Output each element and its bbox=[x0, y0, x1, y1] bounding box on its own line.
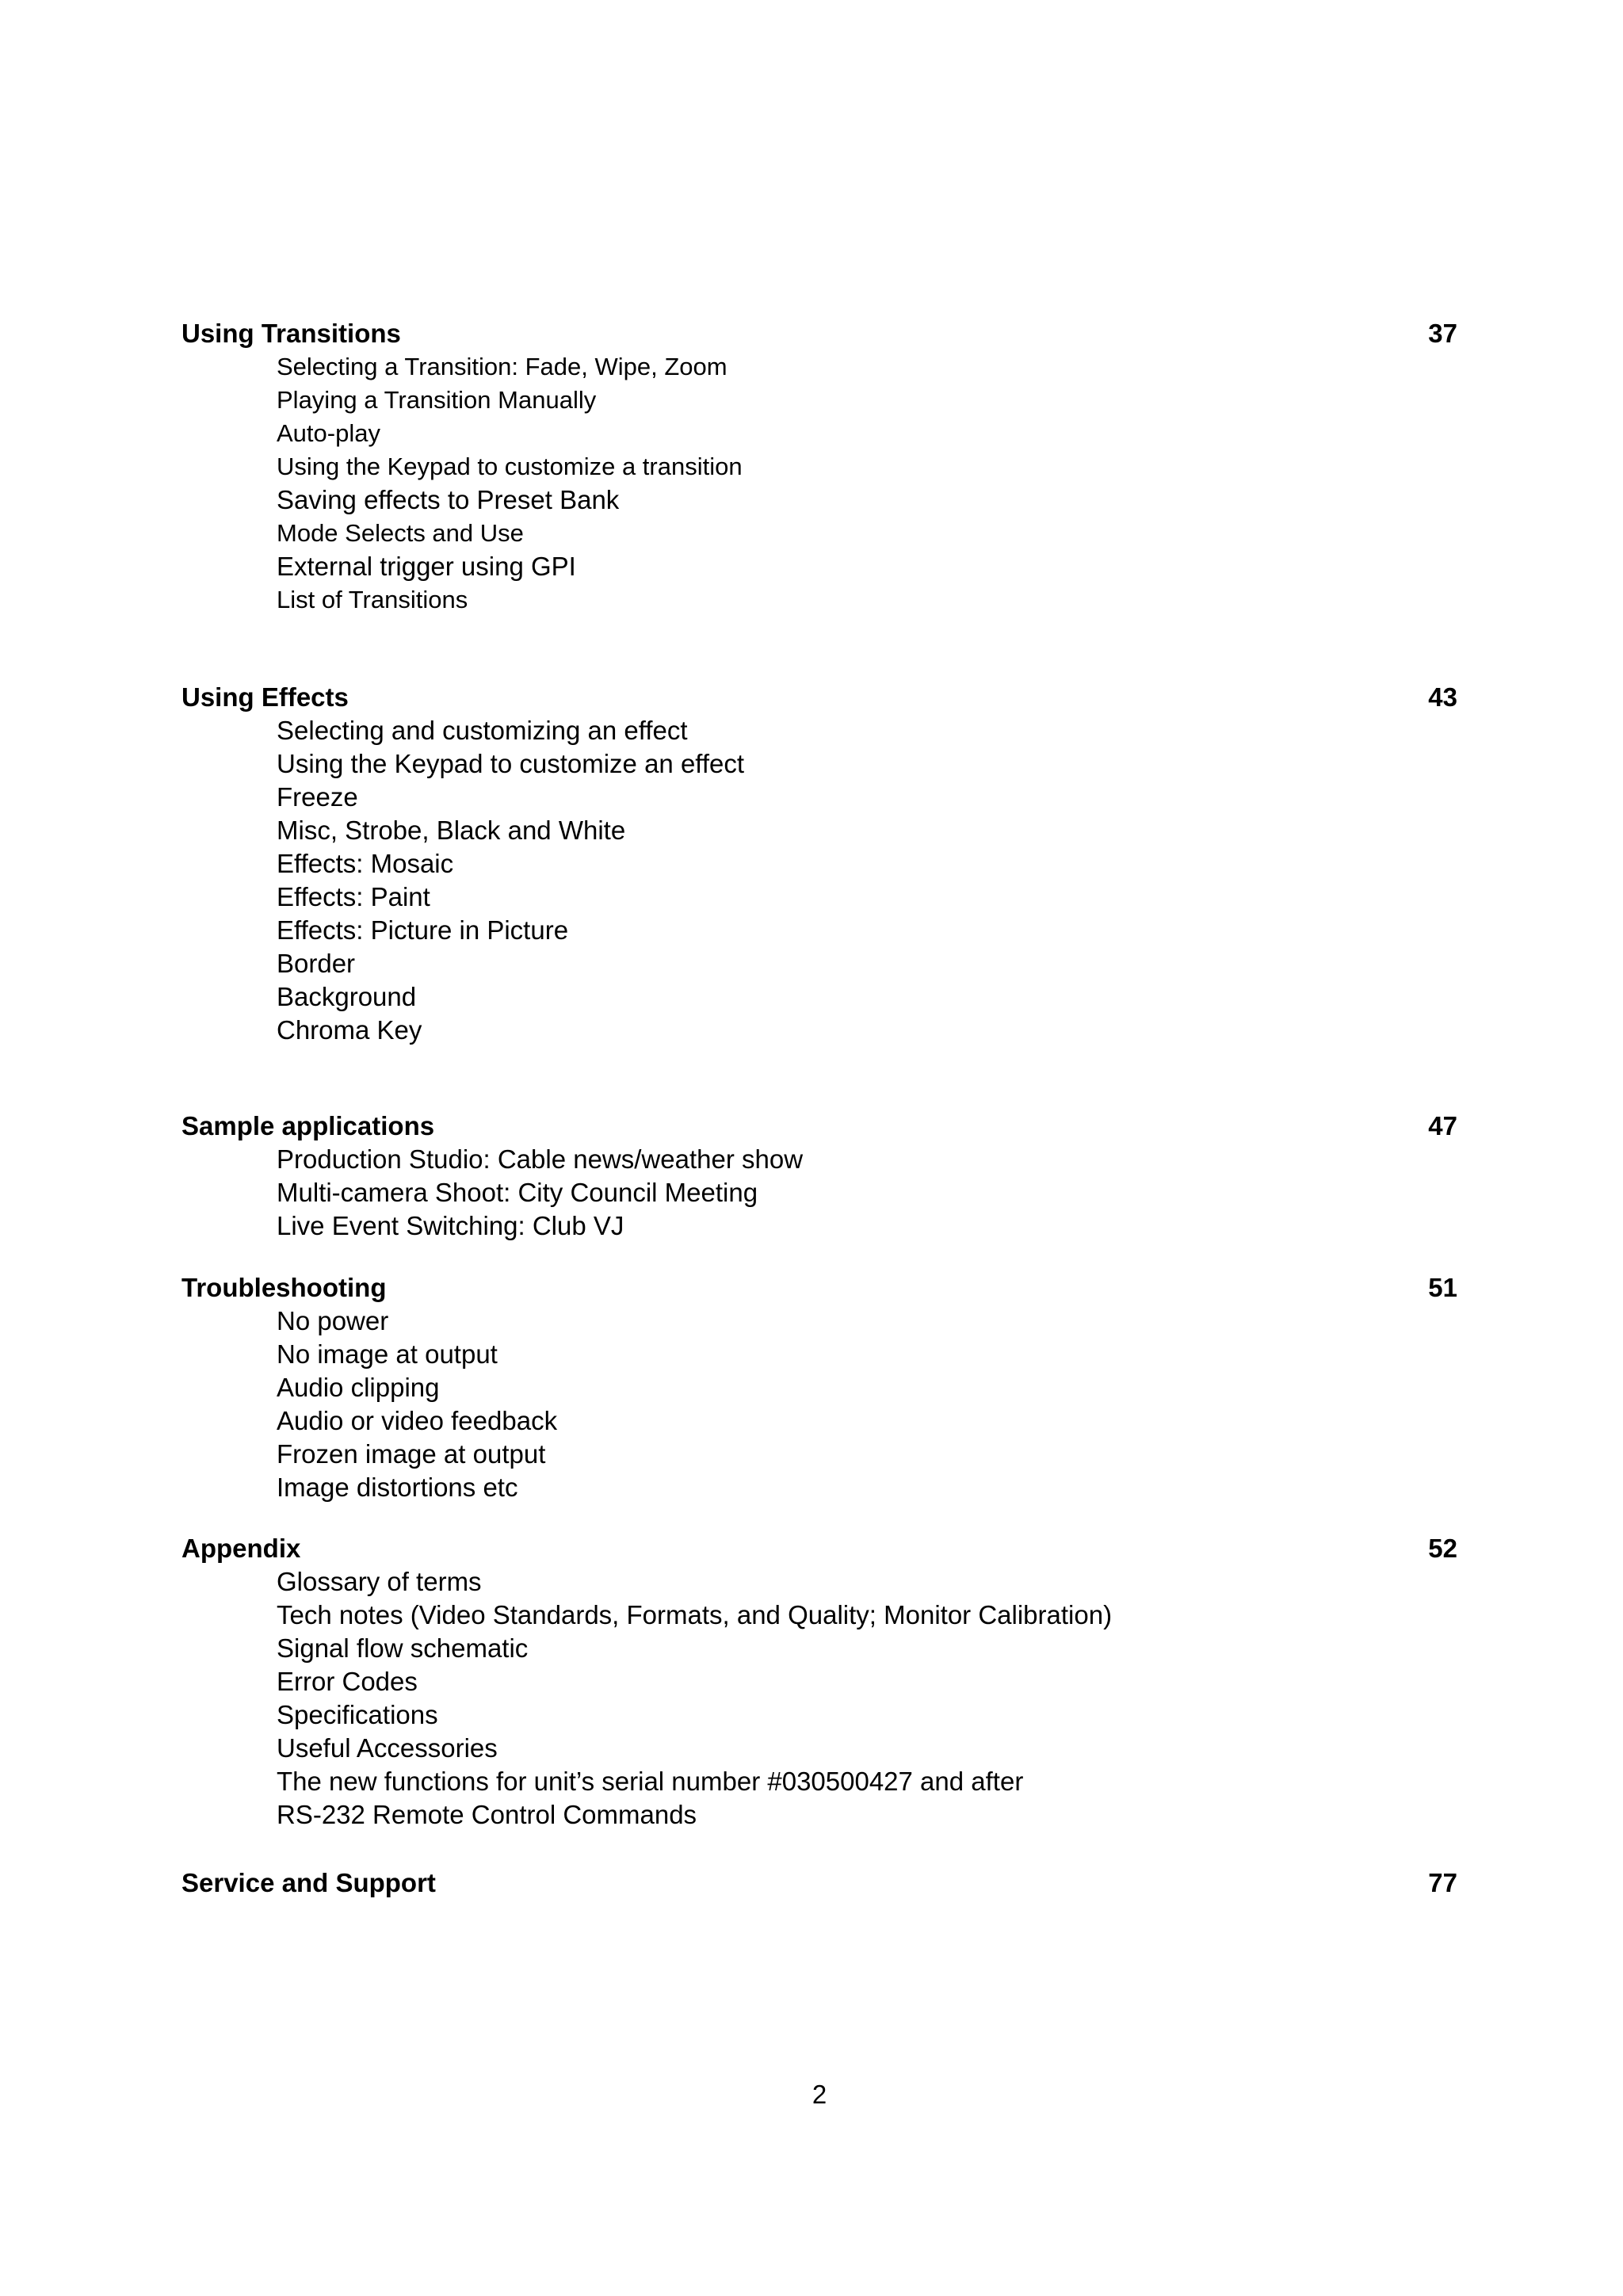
toc-entry: Effects: Picture in Picture bbox=[277, 915, 569, 945]
section-title: Using Transitions bbox=[181, 319, 401, 348]
toc-entry: Mode Selects and Use bbox=[277, 519, 524, 547]
section-title: Using Effects bbox=[181, 682, 349, 712]
toc-entry: Frozen image at output bbox=[277, 1439, 546, 1469]
toc-entry: Using the Keypad to customize an effect bbox=[277, 749, 745, 778]
section-title: Sample applications bbox=[181, 1111, 435, 1140]
section-entries bbox=[181, 1143, 1457, 1243]
toc-entry: Tech notes (Video Standards, Formats, and Quality; Monitor Calibration) bbox=[277, 1600, 1113, 1629]
toc-entry: Glossary of terms bbox=[277, 1567, 482, 1596]
toc-entry: Using the Keypad to customize a transition bbox=[277, 453, 743, 480]
section-entries bbox=[181, 1305, 1457, 1504]
toc-entry: Selecting a Transition: Fade, Wipe, Zoom bbox=[277, 353, 727, 380]
toc-entry: Audio or video feedback bbox=[277, 1406, 558, 1435]
section-title: Appendix bbox=[181, 1534, 301, 1563]
toc-entry: Production Studio: Cable news/weather show bbox=[277, 1144, 804, 1174]
section-title: Service and Support bbox=[181, 1868, 436, 1897]
toc-entry: Chroma Key bbox=[277, 1015, 422, 1045]
toc-entry: Auto-play bbox=[277, 419, 380, 447]
section-page-number: 47 bbox=[1428, 1111, 1457, 1140]
toc-entry: Background bbox=[277, 982, 417, 1011]
toc-entry: RS-232 Remote Control Commands bbox=[277, 1800, 697, 1829]
toc-entry: Specifications bbox=[277, 1700, 438, 1729]
toc-entry: Error Codes bbox=[277, 1667, 418, 1696]
section-heading bbox=[181, 1110, 1457, 1143]
section-page-number: 51 bbox=[1428, 1273, 1457, 1302]
toc-entry: Playing a Transition Manually bbox=[277, 386, 597, 414]
toc-entry: The new functions for unit’s serial number #030500427 and after bbox=[277, 1767, 1024, 1796]
toc-entry: Effects: Paint bbox=[277, 882, 430, 911]
toc-entry: External trigger using GPI bbox=[277, 552, 576, 581]
toc-section-troubleshooting bbox=[181, 1271, 1457, 1504]
toc-entry: Freeze bbox=[277, 782, 358, 812]
section-heading bbox=[181, 1532, 1457, 1565]
toc-entry: Signal flow schematic bbox=[277, 1633, 529, 1663]
toc-entry: Multi-camera Shoot: City Council Meeting bbox=[277, 1178, 758, 1207]
section-page-number: 77 bbox=[1428, 1868, 1457, 1897]
footer-page-number: 2 bbox=[812, 2080, 827, 2109]
section-heading bbox=[181, 1866, 1457, 1900]
toc-entry: Image distortions etc bbox=[277, 1473, 518, 1502]
toc-entry: List of Transitions bbox=[277, 586, 468, 613]
toc-entry: Live Event Switching: Club VJ bbox=[277, 1211, 624, 1240]
toc-entry: Saving effects to Preset Bank bbox=[277, 485, 620, 514]
toc-entry: No power bbox=[277, 1306, 389, 1335]
toc-entry: Selecting and customizing an effect bbox=[277, 716, 688, 745]
section-entries bbox=[181, 714, 1457, 1047]
section-heading bbox=[181, 317, 1457, 350]
section-title: Troubleshooting bbox=[181, 1273, 387, 1302]
toc-section-appendix bbox=[181, 1532, 1457, 1832]
section-page-number: 43 bbox=[1428, 682, 1457, 712]
toc-entry: Border bbox=[277, 949, 356, 978]
section-entries bbox=[181, 1565, 1457, 1832]
toc-section-service-and-support bbox=[181, 1866, 1457, 1900]
toc-entry: Audio clipping bbox=[277, 1373, 440, 1402]
section-page-number: 52 bbox=[1428, 1534, 1457, 1563]
toc-section-using-effects bbox=[181, 681, 1457, 1047]
section-heading bbox=[181, 681, 1457, 714]
toc-entry: Misc, Strobe, Black and White bbox=[277, 816, 626, 845]
toc-entry: No image at output bbox=[277, 1339, 498, 1369]
toc-section-using-transitions bbox=[181, 317, 1457, 617]
toc-entry: Useful Accessories bbox=[277, 1733, 498, 1763]
toc-section-sample-applications bbox=[181, 1110, 1457, 1243]
section-heading bbox=[181, 1271, 1457, 1305]
section-entries bbox=[181, 350, 1457, 617]
toc-entry: Effects: Mosaic bbox=[277, 849, 454, 878]
section-page-number: 37 bbox=[1428, 319, 1457, 348]
